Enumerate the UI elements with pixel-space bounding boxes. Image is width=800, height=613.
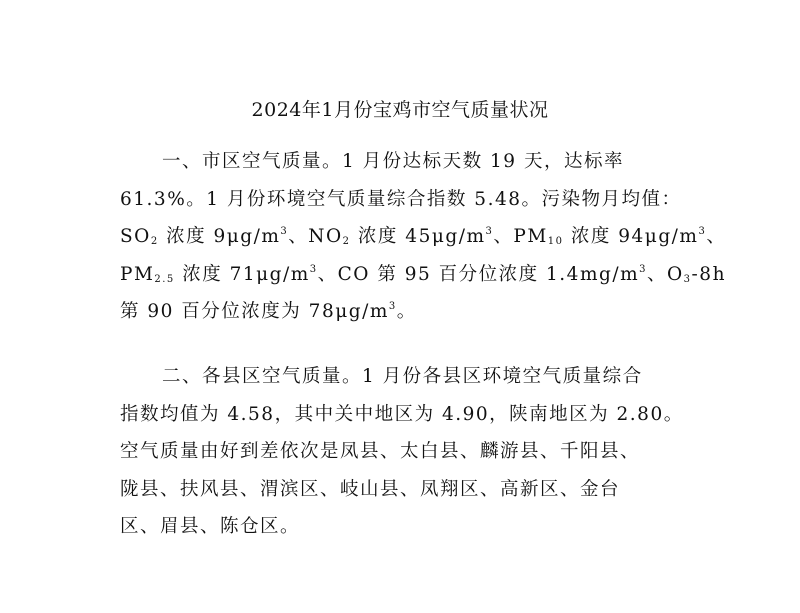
- separator: 、: [493, 226, 514, 247]
- pm10-label: PM: [513, 226, 548, 247]
- unit-cube: 3: [698, 226, 707, 237]
- separator: 、: [317, 263, 338, 285]
- line-end: 。: [396, 301, 417, 322]
- o3-label: O: [667, 263, 684, 285]
- pm25-label: PM: [120, 263, 155, 285]
- paragraph-line: 空气质量由好到差依次是凤县、太白县、麟游县、千阳县、: [120, 441, 641, 462]
- so2-label: SO: [120, 226, 151, 247]
- separator: 、: [646, 263, 667, 285]
- paragraph-line: 指数均值为 4.58，其中关中地区为 4.90，陕南地区为 2.80。: [120, 403, 684, 425]
- o3-subscript: 3: [683, 273, 692, 285]
- no2-label: NO: [308, 226, 343, 247]
- pm10-value: 浓度 94μg/m: [570, 226, 699, 247]
- pollutant-line: [120, 218, 727, 256]
- paragraph-line: 二、各县区空气质量。1 月份各县区环境空气质量综合: [162, 366, 643, 387]
- no2-subscript: 2: [342, 236, 351, 247]
- separator: 、: [288, 226, 309, 247]
- pollutant-line: [120, 256, 726, 294]
- so2-subscript: 2: [150, 236, 159, 247]
- unit-cube: 3: [639, 263, 647, 275]
- o3-value: -8h: [691, 263, 726, 285]
- paragraph-line: 区、眉县、陈仓区。: [120, 516, 301, 537]
- paragraph-county-air-quality: [120, 358, 692, 546]
- paragraph-line: 61.3%。1 月份环境空气质量综合指数 5.48。污染物月均值：: [120, 188, 682, 210]
- separator: 、: [706, 226, 727, 247]
- unit-cube: 3: [388, 301, 397, 312]
- pm25-value: 浓度 71μg/m: [182, 263, 310, 285]
- document-title: 2024年1月份宝鸡市空气质量状况: [251, 99, 549, 121]
- unit-cube: 3: [309, 263, 318, 275]
- paragraph-line: 一、市区空气质量。1 月份达标天数 19 天，达标率: [162, 151, 624, 172]
- o3-percentile-value: 第 90 百分位浓度为 78μg/m: [120, 301, 389, 322]
- pm10-subscript: 10: [547, 236, 564, 247]
- co-value: CO 第 95 百分位浓度 1.4mg/m: [337, 263, 640, 285]
- paragraph-city-air-quality: [120, 143, 727, 331]
- pm25-subscript: 2.5: [154, 273, 175, 285]
- no2-value: 浓度 45μg/m: [357, 226, 486, 247]
- unit-cube: 3: [280, 226, 289, 237]
- unit-cube: 3: [485, 226, 494, 237]
- so2-value: 浓度 9μg/m: [166, 226, 281, 247]
- pollutant-line: [120, 293, 692, 331]
- paragraph-line: 陇县、扶风县、渭滨区、岐山县、凤翔区、高新区、金台: [120, 478, 621, 500]
